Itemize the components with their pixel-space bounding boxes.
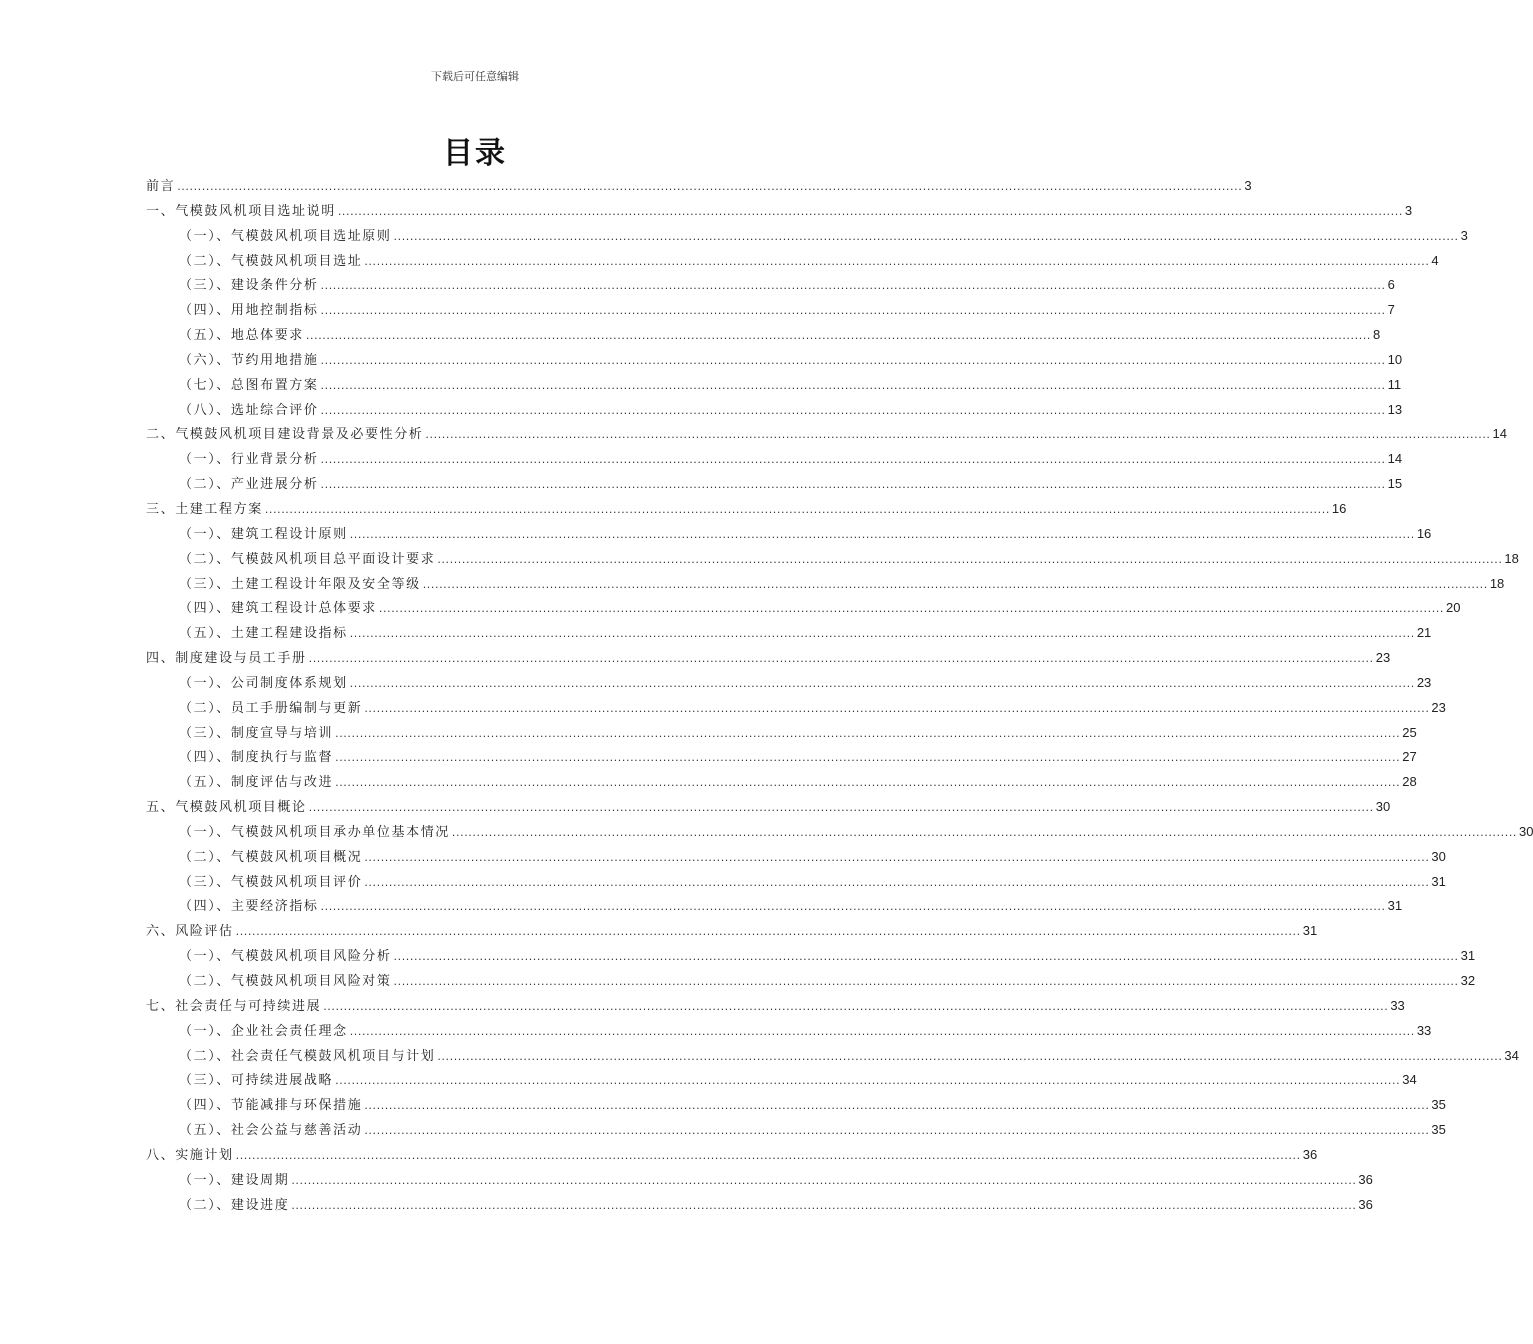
toc-entry[interactable] [146, 696, 1446, 721]
toc-entry[interactable] [146, 1068, 1417, 1093]
toc-entry[interactable] [146, 795, 1391, 820]
toc-entry-label: 八、实施计划 [146, 1147, 234, 1163]
toc-entry[interactable] [146, 1019, 1432, 1044]
toc-entry-page-number: 6 [1387, 277, 1395, 293]
toc-dot-leader: .................................................................................................................................................................................................................................................................... [437, 552, 1503, 566]
toc-entry[interactable] [146, 845, 1446, 870]
toc-entry[interactable] [146, 348, 1403, 373]
toc-entry-page-number: 7 [1387, 302, 1395, 318]
toc-entry-page-number: 23 [1431, 699, 1446, 715]
toc-entry-page-number: 21 [1416, 625, 1432, 641]
toc-dot-leader: .................................................................................................................................................................................................................................................................... [422, 577, 1488, 591]
toc-dot-leader: .................................................................................................................................................................................................................................................................... [320, 304, 1386, 318]
toc-entry[interactable] [146, 174, 1252, 199]
toc-dot-leader: .................................................................................................................................................................................................................................................................... [349, 1024, 1415, 1038]
toc-entry-label: （三）、建设条件分析 [179, 278, 319, 294]
toc-dot-leader: .................................................................................................................................................................................................................................................................... [393, 229, 1459, 243]
toc-entry[interactable] [146, 870, 1446, 895]
toc-entry-label: （五）、社会公益与慈善活动 [179, 1123, 363, 1139]
table-of-contents [146, 174, 1533, 1217]
toc-entry[interactable] [146, 273, 1395, 298]
toc-entry-page-number: 13 [1387, 401, 1403, 417]
toc-dot-leader: .................................................................................................................................................................................................................................................................... [364, 875, 1430, 889]
toc-dot-leader: .................................................................................................................................................................................................................................................................... [305, 329, 1372, 343]
toc-entry-page-number: 3 [1404, 202, 1413, 218]
toc-entry-label: 前言 [146, 179, 176, 194]
toc-entry-page-number: 31 [1431, 873, 1446, 889]
toc-dot-leader: .................................................................................................................................................................................................................................................................... [349, 676, 1415, 690]
toc-entry-label: （六）、节约用地措施 [179, 352, 319, 368]
toc-dot-leader: .................................................................................................................................................................................................................................................................... [320, 378, 1386, 392]
toc-dot-leader: .................................................................................................................................................................................................................................................................... [320, 353, 1386, 367]
toc-entry[interactable] [146, 894, 1403, 919]
toc-entry-page-number: 33 [1416, 1022, 1432, 1038]
toc-entry[interactable] [146, 447, 1403, 472]
toc-dot-leader: .................................................................................................................................................................................................................................................................... [264, 502, 1330, 516]
toc-entry-page-number: 34 [1504, 1047, 1519, 1063]
toc-entry-page-number: 8 [1373, 327, 1381, 343]
toc-entry-page-number: 25 [1402, 724, 1417, 740]
toc-entry-label: （二）、员工手册编制与更新 [179, 700, 363, 716]
toc-entry-label: （四）、节能减排与环保措施 [179, 1098, 363, 1114]
toc-dot-leader: .................................................................................................................................................................................................................................................................... [364, 1099, 1430, 1113]
toc-entry[interactable] [146, 224, 1468, 249]
toc-dot-leader: .................................................................................................................................................................................................................................................................... [308, 801, 1374, 815]
toc-dot-leader: .................................................................................................................................................................................................................................................................... [349, 527, 1415, 541]
toc-entry-label: 一、气模鼓风机项目选址说明 [146, 203, 336, 219]
toc-entry-page-number: 23 [1416, 674, 1432, 690]
toc-entry-page-number: 3 [1244, 178, 1252, 193]
toc-entry-page-number: 32 [1460, 973, 1476, 988]
toc-entry-page-number: 35 [1431, 1122, 1446, 1138]
toc-entry-page-number: 23 [1375, 650, 1391, 666]
toc-dot-leader: .................................................................................................................................................................................................................................................................... [335, 726, 1401, 740]
toc-entry-page-number: 10 [1387, 351, 1403, 367]
toc-entry[interactable] [146, 472, 1403, 497]
toc-entry-label: （二）、气模鼓风机项目风险对策 [179, 974, 392, 989]
toc-entry-page-number: 11 [1387, 376, 1402, 392]
toc-dot-leader: .................................................................................................................................................................................................................................................................... [308, 652, 1374, 666]
toc-entry[interactable] [146, 1118, 1446, 1143]
toc-entry-label: （三）、气模鼓风机项目评价 [179, 874, 363, 890]
toc-entry-label: （一）、建筑工程设计原则 [179, 526, 348, 542]
toc-dot-leader: .................................................................................................................................................................................................................................................................... [451, 825, 1518, 839]
toc-entry-label: （八）、选址综合评价 [179, 402, 319, 418]
toc-entry-page-number: 18 [1504, 550, 1519, 566]
toc-entry-page-number: 4 [1431, 252, 1439, 268]
toc-entry-label: 六、风险评估 [146, 924, 234, 940]
toc-entry-label: 五、气模鼓风机项目概论 [146, 800, 307, 816]
toc-entry-page-number: 16 [1331, 500, 1347, 516]
toc-entry-page-number: 36 [1358, 1196, 1373, 1212]
toc-entry-page-number: 28 [1402, 774, 1417, 790]
toc-dot-leader: .................................................................................................................................................................................................................................................................... [320, 900, 1386, 914]
toc-entry-label: （一）、建设周期 [179, 1172, 290, 1188]
toc-entry-label: （一）、气模鼓风机项目风险分析 [179, 949, 392, 965]
toc-entry-label: （二）、气模鼓风机项目选址 [179, 253, 363, 269]
toc-entry[interactable] [146, 398, 1403, 423]
toc-entry-label: （二）、气模鼓风机项目概况 [179, 849, 363, 865]
toc-dot-leader: .................................................................................................................................................................................................................................................................... [364, 1124, 1430, 1138]
toc-entry-label: （二）、气模鼓风机项目总平面设计要求 [179, 551, 436, 567]
toc-entry-page-number: 27 [1402, 749, 1417, 765]
toc-entry-label: （一）、气模鼓风机项目选址原则 [179, 228, 392, 244]
toc-entry-page-number: 14 [1387, 451, 1403, 467]
toc-dot-leader: .................................................................................................................................................................................................................................................................... [320, 279, 1386, 293]
toc-entry-label: 三、土建工程方案 [146, 501, 263, 517]
toc-dot-leader: .................................................................................................................................................................................................................................................................... [291, 1198, 1357, 1212]
toc-dot-leader: .................................................................................................................................................................................................................................................................... [337, 204, 1403, 218]
toc-entry-page-number: 30 [1375, 799, 1391, 815]
toc-dot-leader: .................................................................................................................................................................................................................................................................... [393, 975, 1459, 988]
toc-entry-label: （一）、气模鼓风机项目承办单位基本情况 [179, 824, 450, 840]
toc-entry[interactable] [146, 547, 1519, 572]
toc-entry-label: （二）、产业进展分析 [179, 477, 319, 493]
toc-entry-page-number: 36 [1302, 1146, 1318, 1162]
toc-entry-page-number: 36 [1358, 1171, 1373, 1187]
toc-dot-leader: .................................................................................................................................................................................................................................................................... [364, 701, 1430, 715]
toc-entry-label: 二、气模鼓风机项目建设背景及必要性分析 [146, 427, 424, 443]
toc-entry-page-number: 33 [1390, 997, 1405, 1013]
toc-entry[interactable] [146, 522, 1432, 547]
toc-entry-label: （四）、主要经济指标 [179, 899, 319, 915]
toc-entry[interactable] [146, 621, 1432, 646]
toc-entry[interactable] [146, 199, 1413, 224]
toc-entry-label: （七）、总图布置方案 [179, 377, 319, 393]
toc-dot-leader: .................................................................................................................................................................................................................................................................... [235, 925, 1301, 939]
toc-entry[interactable] [146, 497, 1347, 522]
toc-dot-leader: .................................................................................................................................................................................................................................................................... [335, 1074, 1401, 1088]
toc-entry[interactable] [146, 373, 1402, 398]
toc-entry-label: （三）、制度宣导与培训 [179, 725, 334, 741]
toc-entry-label: （一）、企业社会责任理念 [179, 1023, 348, 1039]
toc-entry-page-number: 31 [1387, 898, 1403, 914]
toc-entry[interactable] [146, 596, 1461, 621]
toc-dot-leader: .................................................................................................................................................................................................................................................................... [393, 950, 1459, 964]
toc-entry-label: （三）、可持续进展战略 [179, 1073, 334, 1089]
toc-dot-leader: .................................................................................................................................................................................................................................................................... [291, 1173, 1357, 1187]
toc-dot-leader: .................................................................................................................................................................................................................................................................... [323, 999, 1389, 1013]
toc-entry-label: （三）、土建工程设计年限及安全等级 [179, 576, 421, 592]
toc-dot-leader: .................................................................................................................................................................................................................................................................... [437, 1049, 1503, 1063]
toc-entry-label: （二）、建设进度 [179, 1197, 290, 1213]
toc-entry-page-number: 30 [1431, 848, 1446, 864]
toc-dot-leader: .................................................................................................................................................................................................................................................................... [320, 403, 1386, 417]
toc-entry[interactable] [146, 969, 1476, 994]
toc-entry-label: （五）、地总体要求 [179, 328, 304, 344]
toc-dot-leader: .................................................................................................................................................................................................................................................................... [320, 478, 1386, 492]
toc-entry-page-number: 31 [1302, 923, 1318, 939]
toc-entry[interactable] [146, 249, 1439, 274]
header-note: 下载后可任意编辑 [431, 70, 519, 83]
toc-entry[interactable] [146, 919, 1318, 944]
toc-entry-page-number: 31 [1460, 948, 1476, 964]
toc-dot-leader: .................................................................................................................................................................................................................................................................... [349, 627, 1415, 641]
toc-entry-label: （二）、社会责任气模鼓风机项目与计划 [179, 1048, 436, 1064]
toc-dot-leader: .................................................................................................................................................................................................................................................................... [177, 180, 1243, 193]
toc-entry-page-number: 3 [1460, 227, 1468, 243]
toc-entry[interactable] [146, 1193, 1373, 1218]
toc-entry-label: 七、社会责任与可持续进展 [146, 998, 322, 1014]
toc-entry-page-number: 16 [1416, 525, 1432, 541]
toc-entry[interactable] [146, 646, 1391, 671]
toc-entry[interactable] [146, 422, 1507, 447]
toc-entry[interactable] [146, 572, 1505, 597]
toc-entry-page-number: 14 [1492, 426, 1507, 442]
toc-entry-label: （一）、行业背景分析 [179, 452, 319, 468]
toc-dot-leader: .................................................................................................................................................................................................................................................................... [425, 428, 1491, 442]
toc-entry[interactable] [146, 1093, 1446, 1118]
toc-entry[interactable] [146, 1143, 1318, 1168]
toc-entry-page-number: 15 [1387, 476, 1403, 492]
toc-entry[interactable] [146, 298, 1395, 323]
toc-dot-leader: .................................................................................................................................................................................................................................................................... [378, 602, 1445, 616]
toc-entry-label: （四）、用地控制指标 [179, 303, 319, 319]
toc-dot-leader: .................................................................................................................................................................................................................................................................... [364, 850, 1430, 864]
toc-dot-leader: .................................................................................................................................................................................................................................................................... [335, 776, 1401, 790]
toc-entry-label: （四）、制度执行与监督 [179, 750, 334, 766]
toc-entry[interactable] [146, 820, 1533, 845]
toc-dot-leader: .................................................................................................................................................................................................................................................................... [235, 1148, 1301, 1162]
toc-entry-label: 四、制度建设与员工手册 [146, 651, 307, 667]
toc-entry-page-number: 20 [1446, 600, 1461, 616]
toc-entry-page-number: 35 [1431, 1097, 1446, 1113]
toc-entry-label: （四）、建筑工程设计总体要求 [179, 601, 377, 617]
toc-entry[interactable] [146, 1168, 1373, 1193]
toc-entry-page-number: 18 [1489, 575, 1505, 591]
toc-entry[interactable] [146, 994, 1405, 1019]
toc-dot-leader: .................................................................................................................................................................................................................................................................... [364, 254, 1430, 268]
toc-entry[interactable] [146, 323, 1381, 348]
toc-entry-label: （五）、制度评估与改进 [179, 775, 334, 791]
toc-dot-leader: .................................................................................................................................................................................................................................................................... [335, 751, 1401, 765]
toc-entry-page-number: 34 [1402, 1072, 1417, 1088]
toc-title: 目录 [443, 136, 507, 171]
toc-entry[interactable] [146, 1044, 1519, 1069]
toc-entry[interactable] [146, 745, 1417, 770]
toc-entry-page-number: 30 [1519, 823, 1533, 839]
toc-entry[interactable] [146, 671, 1432, 696]
toc-dot-leader: .................................................................................................................................................................................................................................................................... [320, 453, 1386, 467]
toc-entry-label: （五）、土建工程建设指标 [179, 626, 348, 642]
toc-entry[interactable] [146, 944, 1476, 969]
toc-entry[interactable] [146, 721, 1417, 746]
toc-entry[interactable] [146, 770, 1417, 795]
toc-entry-label: （一）、公司制度体系规划 [179, 675, 348, 691]
